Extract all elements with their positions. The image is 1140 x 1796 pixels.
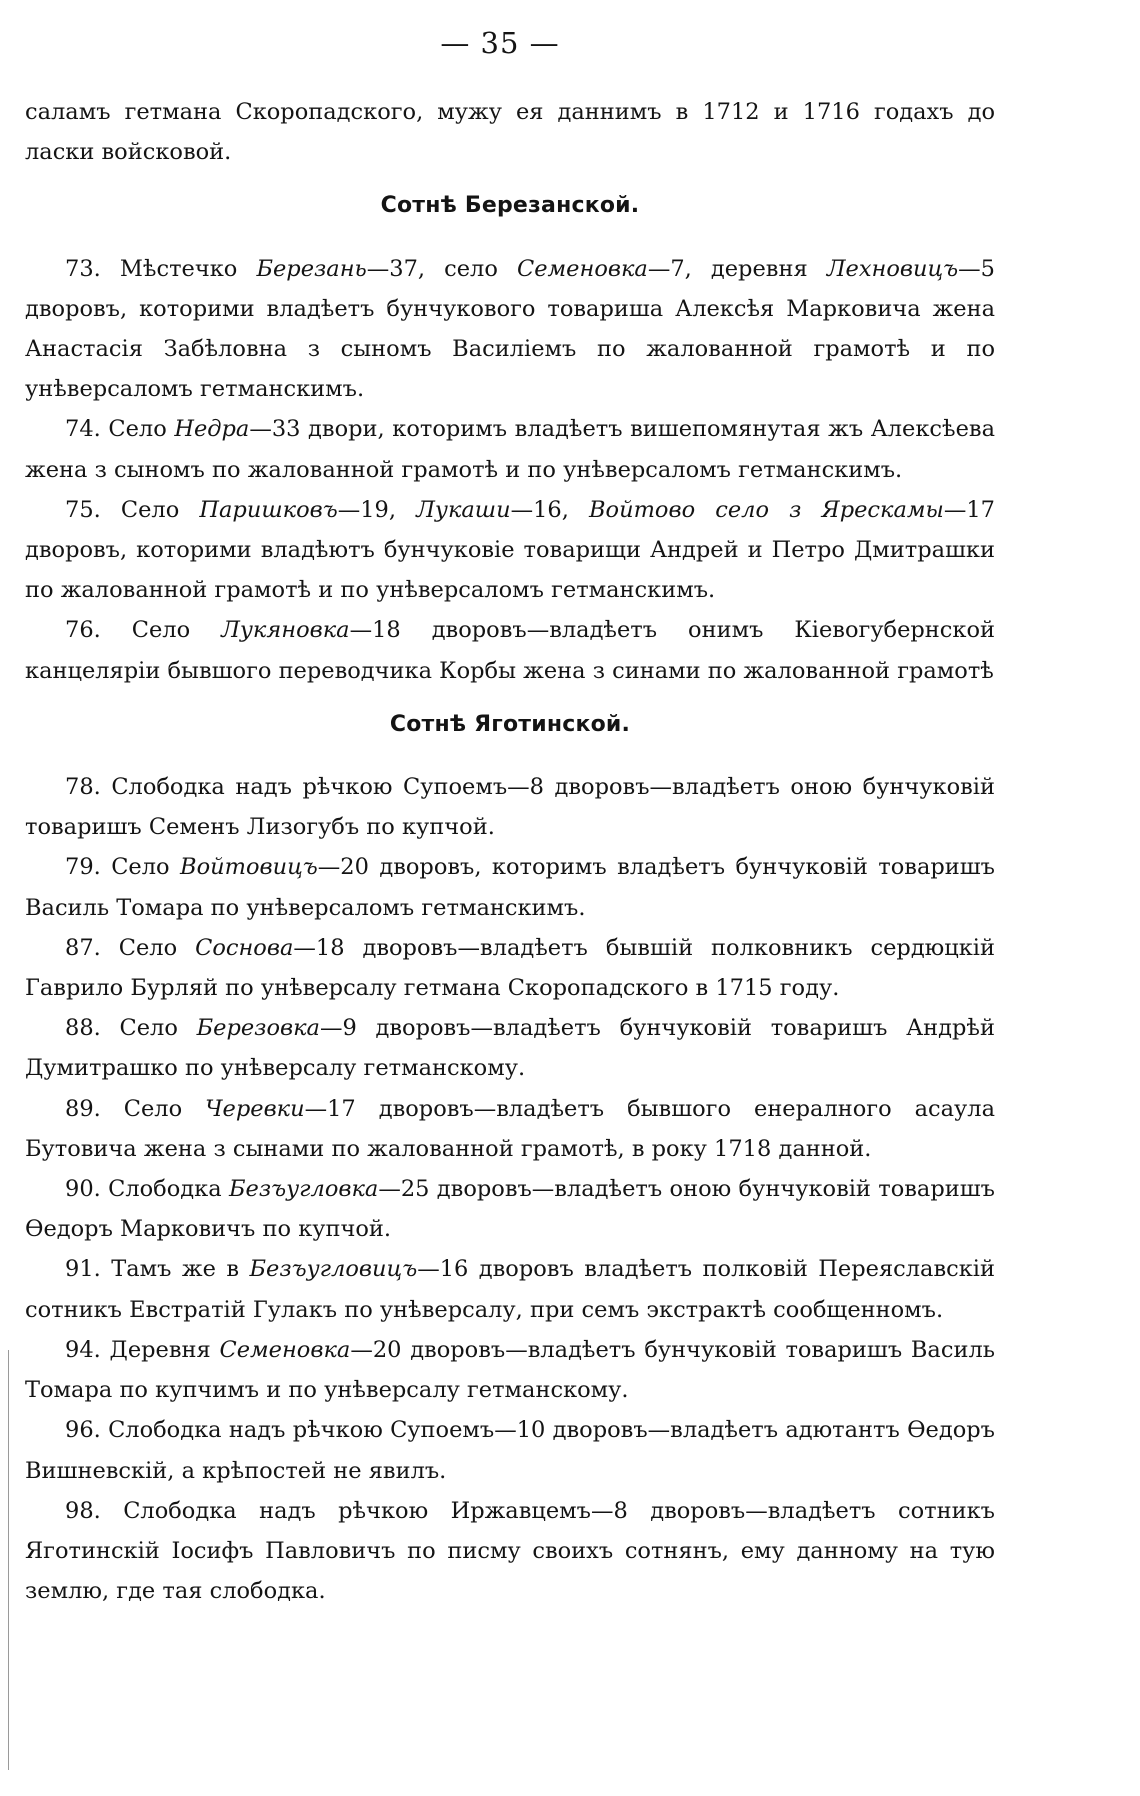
intro-paragraph: саламъ гетмана Скоропадского, мужу ея даннимъ в 1712 и 1716 годахъ до ласки войсковой.	[25, 99, 995, 166]
entry-89: 89. Село Черевки—17 дворовъ—владѣетъ бывшого енералного асаула Бутовича жена з сынами по жалованной грамотѣ, в року 1718 данной.	[25, 1095, 995, 1162]
page-number: — 35 —	[440, 26, 560, 60]
entry-94: 94. Деревня Семеновка—20 дворовъ—владѣетъ бунчуковій товаришъ Василь Томара по купчимъ и по унѣверсалу гетманскому.	[25, 1336, 995, 1404]
entry-74: 74. Село Недра—33 двори, которимъ владѣетъ вишепомянутая жъ Алексѣева жена з сыномъ по жалованной грамотѣ и по унѣверсаломъ гетманскимъ.	[25, 416, 995, 483]
entry-88: 88. Село Березовка—9 дворовъ—владѣетъ бунчуковій товаришъ Андрѣй Думитрашко по унѣверсалу гетманскому.	[25, 1015, 995, 1082]
page-text	[25, 92, 995, 1611]
entry-90: 90. Слободка Безъуглoвка—25 дворовъ—владѣетъ оною бунчуковій товаришъ Ѳедоръ Марковичъ по купчой.	[25, 1176, 995, 1243]
entry-79: 79. Село Войтовицъ—20 дворовъ, которимъ владѣетъ бунчуковій товаришъ Василь Томара по унѣверсаломъ гетманскимъ.	[25, 854, 995, 921]
entry-75: 75. Село Паришковъ—19, Лукаши—16, Войтово село з Ярескамы—17 дворовъ, которими владѣютъ бунчуковіе товарищи Андрей и Петро Дмитрашки по жалованной грамотѣ и по унѣверсаломъ гетманскимъ.	[25, 496, 995, 604]
entry-78: 78. Слободка надъ рѣчкою Супоемъ—8 дворовъ—владѣетъ оною бунчуковій товаришъ Семенъ Лизогубъ по купчой.	[25, 774, 995, 841]
entry-87: 87. Село Соснова—18 дворовъ—владѣетъ бывшій полковникъ сердюцкій Гаврило Бурляй по унѣверсалу гетмана Скоропадского в 1715 году.	[25, 934, 995, 1002]
entry-76: 76. Село Лукяновка—18 дворовъ—владѣетъ онимъ Кіевогубернской канцеляріи бывшого переводчика Корбы жена з синами по жалованной грамотѣ	[25, 617, 995, 684]
entry-91: 91. Тамъ же в Безъугловицъ—16 дворовъ владѣетъ полковій Переяславскій сотникъ Евстратій Гулакъ по унѣверсалу, при семъ экстрактѣ сообщенномъ.	[25, 1256, 995, 1323]
entry-96: 96. Слободка надъ рѣчкою Супоемъ—10 дворовъ—владѣетъ адютантъ Ѳедоръ Вишневскій, а крѣпостей не явилъ.	[25, 1417, 995, 1484]
entry-98: 98. Слободка надъ рѣчкою Иржавцемъ—8 дворовъ—владѣетъ сотникъ Яготинскій Іосифъ Павловичъ по писму своихъ сотнянъ, ему данному на тую землю, где тая слободка.	[25, 1497, 995, 1605]
scan-margin-line	[8, 1350, 9, 1770]
entry-73: 73. Мѣстечко Березань—37, село Семеновка—7, деревня Лехновицъ—5 дворовъ, которими владѣетъ бунчукового товариша Алексѣя Марковича жена Анастасія Забѣловна з сыномъ Василіемъ по жалованной грамотѣ и по унѣверсаломъ гетманскимъ.	[25, 255, 995, 403]
section-heading-yagotin: Сотнѣ Яготинской.	[389, 711, 631, 737]
section-heading-berezan: Сотнѣ Березанской.	[380, 193, 640, 219]
